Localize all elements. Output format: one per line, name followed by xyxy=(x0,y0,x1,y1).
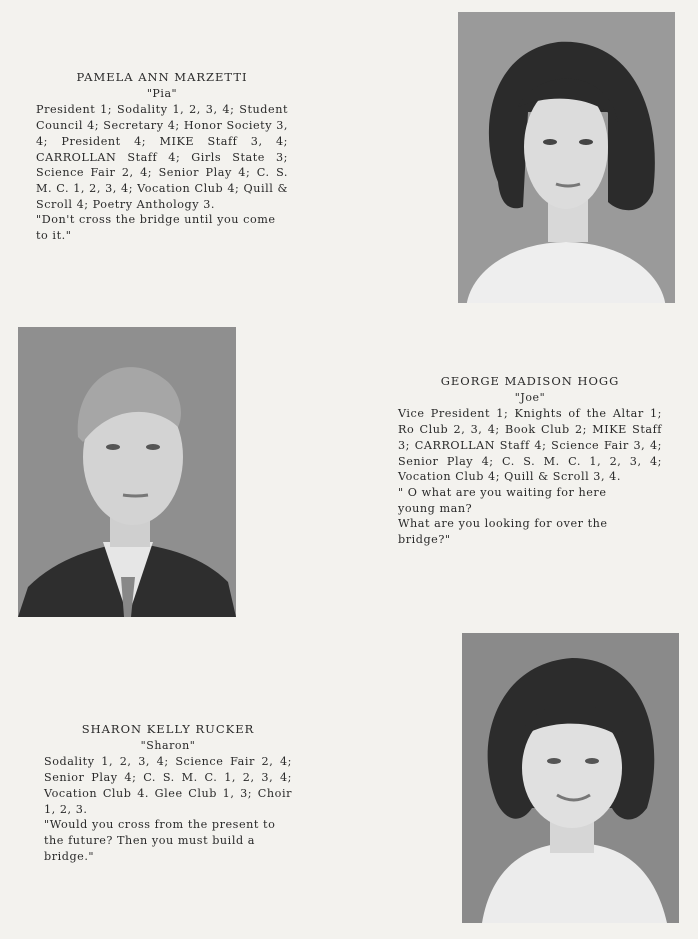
student-nickname: "Joe" xyxy=(514,390,546,404)
student-quote: "Would you cross from the present to the future? Then you must build a bridge." xyxy=(44,818,276,863)
student-entry-sharon xyxy=(44,722,292,864)
portrait-photo-sharon xyxy=(462,633,679,923)
student-activities: Sodality 1, 2, 3, 4; Science Fair 2, 4; Senior Play 4; C. S. M. C. 1, 2, 3, 4; Vocation Club 4. Glee Club 1, 3; Choir 1, 2, 3. xyxy=(44,755,292,816)
student-name: PAMELA ANN MARZETTI xyxy=(76,70,248,84)
portrait-photo-george xyxy=(18,327,236,617)
student-quote: " O what are you waiting for here young man? What are you looking for over the bridge?" xyxy=(398,485,608,547)
student-quote: "Don't cross the bridge until you come to it." xyxy=(36,213,276,243)
student-nickname: "Sharon" xyxy=(140,738,196,752)
student-name: GEORGE MADISON HOGG xyxy=(440,374,620,388)
student-activities: Vice President 1; Knights of the Altar 1; Ro Club 2, 3, 4; Book Club 2; MIKE Staff 3; CARROLLAN Staff 4; Science Fair 3, 4; Senior Play 4; C. S. M. C. 1, 2, 3, 4; Vocation Club 4; Quill & Scroll 3, 4. xyxy=(398,407,662,484)
student-entry-george xyxy=(398,374,662,548)
student-name: SHARON KELLY RUCKER xyxy=(81,722,255,736)
student-entry-pamela xyxy=(36,70,288,244)
portrait-photo-pamela xyxy=(458,12,675,303)
student-activities: President 1; Sodality 1, 2, 3, 4; Student Council 4; Secretary 4; Honor Society 3, 4; President 4; MIKE Staff 3, 4; CARROLLAN Staff 4; Girls State 3; Science Fair 2, 4; Senior Play 4; C. S. M. C. 1, 2, 3, 4; Vocation Club 4; Quill & Scroll 4; Poetry Anthology 3. xyxy=(36,103,288,211)
student-nickname: "Pia" xyxy=(146,86,178,100)
